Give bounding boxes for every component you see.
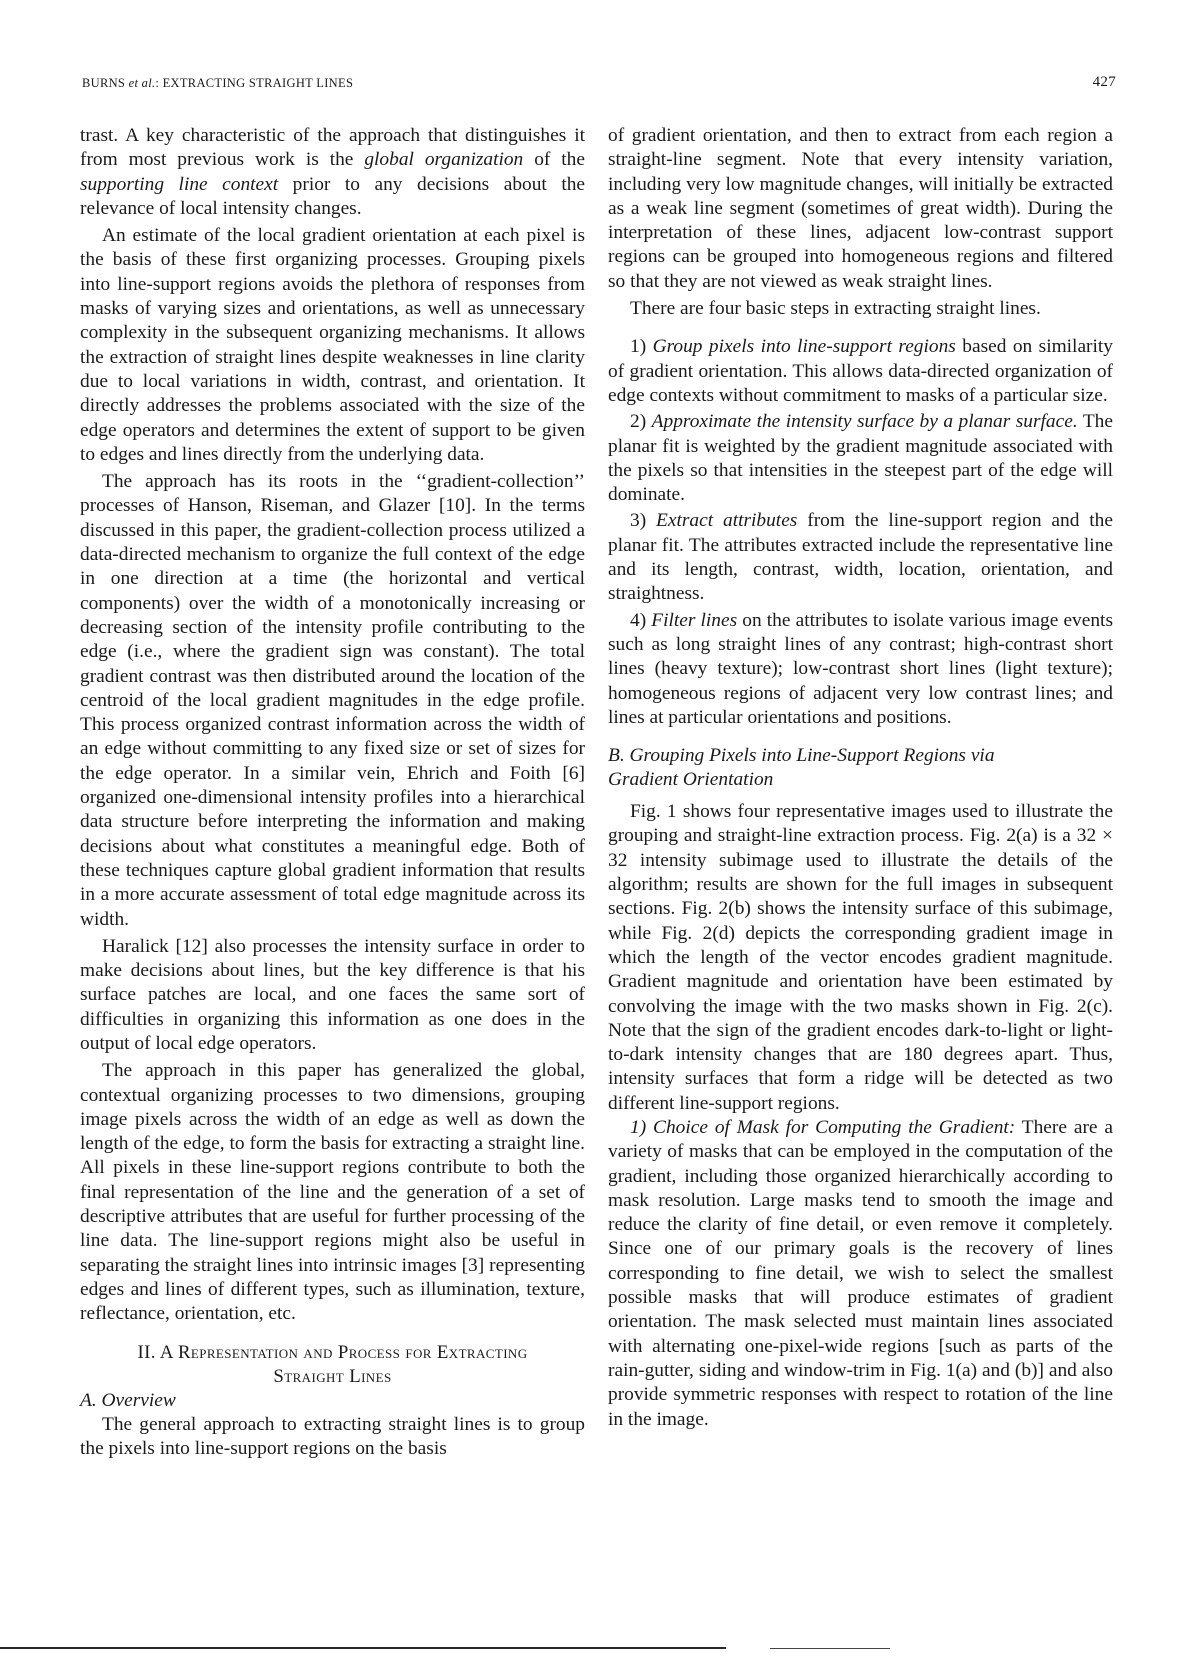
text-run: of the: [523, 149, 585, 171]
subsection-heading: A. Overview: [80, 1389, 176, 1411]
step-number: 2): [630, 411, 652, 433]
emphasis: global organization: [364, 149, 524, 171]
step-item: [608, 410, 1113, 507]
section-heading-line: Straight Lines: [273, 1365, 392, 1387]
text-run: prior to any decisions about the relevance of local intensity changes.: [80, 173, 586, 219]
left-column: [80, 124, 585, 1461]
footer-rule-fragment: [770, 1648, 890, 1649]
paragraph: The approach in this paper has generalized the global, contextual organizing processes to two dimensions, grouping image pixels across the width of an edge as well as down the length of the edge, to form the basis for extracting a straight line. All pixels in these line-support regions contribute to both the final representation of the line and the generation of a set of descriptive attributes that are useful for further processing of the line data. The line-support regions might also be useful in separating the straight lines into intrinsic images [3] representing edges and lines of different types, such as illumination, texture, reflectance, orientation, etc.: [80, 1060, 585, 1325]
emphasis: Extract attributes: [656, 510, 798, 532]
step-item: [608, 509, 1113, 606]
text-run: from the line-support region and the planar fit. The attributes extracted include the representative line and its length, contrast, width, location, orientation, and straightness.: [608, 510, 1113, 605]
text-run: The planar fit is weighted by the gradient magnitude associated with the pixels so that intensities in the steepest part of the edge will dominate.: [608, 411, 1113, 506]
paragraph: There are four basic steps in extracting straight lines.: [630, 298, 1041, 320]
section-heading: [80, 1341, 585, 1389]
emphasis: 1) Choice of Mask for Computing the Gradient:: [630, 1116, 1016, 1138]
footer-rule: [0, 1647, 726, 1649]
paragraph: The approach has its roots in the ‘‘gradient-collection’’ processes of Hanson, Riseman, and Glazer [10]. In the terms discussed in this paper, the gradient-collection process utilized a data-directed mechanism to organize the full context of the edge in one direction at a time (the horizontal and vertical components) over the width of a monotonically increasing or decreasing section of the intensity profile contributing to the edge (i.e., where the gradient sign was constant). The total gradient contrast was then distributed around the location of the centroid of the local gradient magnitudes in the edge profile. This process organized contrast information across the width of an edge without committing to any fixed size or set of sizes for the edge operator. In a similar vein, Ehrich and Foith [6] organized one-dimensional intensity profiles into a hierarchical data structure before interpreting the information and making decisions about what constitutes a meaningful edge. Both of these techniques capture global gradient information that results in a more accurate assessment of total edge magnitude across its width.: [80, 471, 585, 930]
paragraph: An estimate of the local gradient orientation at each pixel is the basis of these first organizing processes. Grouping pixels into line-support regions avoids the plethora of responses from masks of varying sizes and orientations, as well as unnecessary complexity in the subsequent organizing mechanisms. It allows the extraction of straight lines despite weaknesses in line clarity due to local variations in width, contrast, and orientation. It directly addresses the problems associated with the size of the edge operators and determines the extent of support to be given to edges and lines directly from the underlying data.: [80, 225, 585, 465]
running-etal: et al.: [128, 76, 156, 90]
step-item: [608, 609, 1113, 730]
paragraph: Fig. 1 shows four representative images used to illustrate the grouping and straight-line extraction process. Fig. 2(a) is a 32 × 32 intensity subimage used to illustrate the details of the algorithm; results are shown for the full images in subsequent sections. Fig. 2(b) shows the intensity surface of this subimage, while Fig. 2(d) depicts the corresponding gradient image in which the length of the vector encodes gradient magnitude. Gradient magnitude and orientation have been estimated by convolving the image with the two masks shown in Fig. 2(c). Note that the sign of the gradient encodes dark-to-light or light-to-dark intensity changes that are 180 degrees apart. Thus, intensity surfaces that form a ridge will be detected as two different line-support regions.: [608, 801, 1113, 1114]
step-item: [608, 335, 1113, 408]
paragraph: The general approach to extracting straight lines is to group the pixels into line-support regions on the basis: [80, 1413, 585, 1459]
subsection-heading-line: B. Grouping Pixels into Line-Support Regions via: [608, 745, 995, 767]
running-short-title: : EXTRACTING STRAIGHT LINES: [155, 76, 354, 90]
emphasis: Approximate the intensity surface by a planar surface.: [651, 411, 1078, 433]
emphasis: Group pixels into line-support regions: [652, 336, 956, 358]
page-number: 427: [1092, 74, 1116, 90]
text-run: on the attributes to isolate various image events such as long straight lines of any contrast; high-contrast short lines (heavy texture); low-contrast short lines (light texture); homogeneous regions of adjacent very low contrast lines; and lines at particular orientations and positions.: [608, 609, 1113, 728]
running-title: [82, 76, 353, 91]
right-column: [608, 124, 1113, 1432]
paragraph: Haralick [12] also processes the intensity surface in order to make decisions about lines, but the key difference is that his surface patches are local, and one faces the same sort of difficulties in organizing this information as one does in the output of local edge operators.: [80, 935, 585, 1054]
section-heading-line: II. A Representation and Process for Extracting: [137, 1341, 528, 1363]
emphasis: supporting line context: [80, 173, 279, 195]
text-run: trast. A key characteristic of the approach that distinguishes it from most previous work is the: [80, 125, 585, 171]
emphasis: Filter lines: [651, 609, 738, 631]
subsection-heading: [608, 744, 1113, 792]
text-run: based on similarity of gradient orientation. This allows data-directed organization of edge contexts without commitment to masks of a particular size.: [608, 336, 1113, 406]
paragraph: of gradient orientation, and then to extract from each region a straight-line segment. Note that every intensity variation, including very low magnitude changes, will initially be extracted as a weak line segment (sometimes of great width). During the interpretation of these lines, adjacent low-contrast support regions can be grouped into homogeneous regions and filtered so that they are not viewed as weak straight lines.: [608, 125, 1113, 292]
subsection-heading-line: Gradient Orientation: [608, 769, 774, 791]
text-run: There are a variety of masks that can be employed in the computation of the gradient, including those organized hierarchically according to mask resolution. Large masks tend to smooth the image and reduce the clarity of fine detail, or even remove it completely. Since one of our primary goals is the recovery of lines corresponding to fine detail, we wish to select the smallest possible masks that will produce estimates of gradient orientation. The mask selected must maintain lines associated with alternating one-pixel-wide regions [such as parts of the rain-gutter, siding and window-trim in Fig. 1(a) and (b)] and also provide symmetric responses with respect to rotation of the line in the image.: [608, 1116, 1113, 1430]
running-header: [82, 72, 1116, 96]
running-authors: BURNS: [82, 76, 129, 90]
paragraph: [80, 124, 585, 221]
step-number: 4): [630, 609, 652, 631]
step-number: 3): [630, 510, 657, 532]
step-number: 1): [630, 336, 653, 358]
paragraph: [608, 1116, 1113, 1432]
